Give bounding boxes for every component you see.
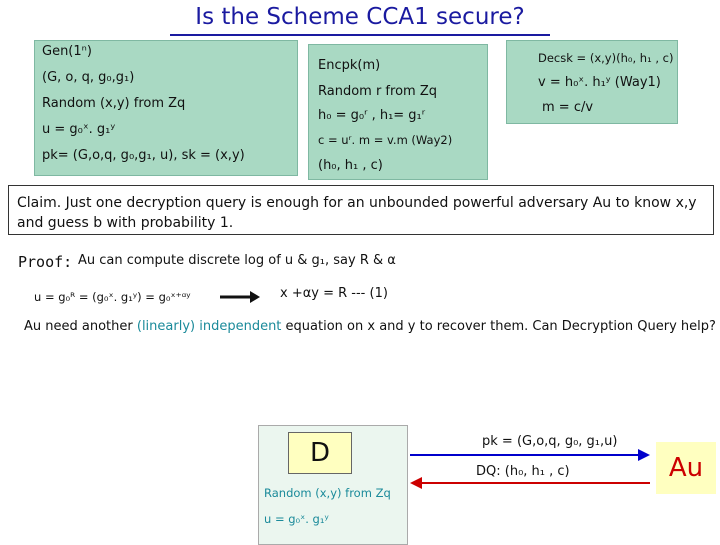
challenger-label: D	[309, 438, 331, 468]
proof-line-3	[24, 319, 716, 334]
claim-box	[8, 185, 714, 235]
enc-line-2: Random r from Zq	[318, 84, 437, 99]
adversary-box	[656, 442, 716, 494]
slide-title: Is the Scheme CCA1 secure?	[195, 4, 525, 30]
dec-line-3: m = c/v	[542, 100, 594, 115]
dq-arrow	[410, 476, 650, 490]
adversary-label: Au	[668, 453, 704, 483]
challenger-line-2: u = g₀ˣ. g₁ʸ	[264, 512, 329, 526]
gen-line-5: pk= (G,o,q, g₀,g₁, u), sk = (x,y)	[42, 148, 245, 163]
enc-line-1: Encpk(m)	[318, 58, 381, 73]
proof-line-3-b: (linearly) independent	[136, 319, 282, 334]
proof-line-3-c: equation on x and y to recover them. Can Decryption Query help?	[285, 319, 716, 334]
challenger-label-box	[288, 432, 352, 474]
dec-line-2: v = h₀ˣ. h₁ʸ (Way1)	[538, 75, 661, 90]
proof-label: Proof:	[18, 253, 73, 271]
enc-line-4: c = uʳ. m = v.m (Way2)	[318, 133, 453, 147]
gen-line-1: Gen(1ⁿ)	[42, 44, 92, 59]
pk-arrow	[410, 448, 650, 462]
gen-line-3: Random (x,y) from Zq	[42, 96, 186, 111]
proof-line-3-a: Au need another	[24, 319, 133, 334]
enc-line-5: (h₀, h₁ , c)	[318, 158, 383, 173]
title-underline	[170, 34, 550, 36]
gen-line-2: (G, o, q, g₀,g₁)	[42, 70, 135, 85]
gen-line-4: u = g₀ˣ. g₁ʸ	[42, 122, 116, 137]
implies-arrow	[220, 290, 260, 304]
proof-eq-left: u = g₀ᴿ = (g₀ˣ. g₁ʸ) = g₀ˣ⁺ᵅʸ	[34, 290, 191, 304]
claim-text: Claim. Just one decryption query is enough for an unbounded powerful adversary Au to know x,y and guess b with probability 1.	[17, 195, 697, 231]
dec-line-1: Decsk = (x,y)(h₀, h₁ , c)	[538, 51, 674, 65]
pk-label: pk = (G,o,q, g₀, g₁,u)	[482, 434, 618, 449]
challenger-line-1: Random (x,y) from Zq	[264, 486, 391, 500]
proof-line-1: Au can compute discrete log of u & g₁, say R & α	[78, 253, 396, 268]
enc-line-3: h₀ = g₀ʳ , h₁= g₁ʳ	[318, 108, 426, 123]
proof-eq-right: x +αy = R --- (1)	[280, 286, 388, 301]
dq-label: DQ: (h₀, h₁ , c)	[476, 464, 570, 479]
